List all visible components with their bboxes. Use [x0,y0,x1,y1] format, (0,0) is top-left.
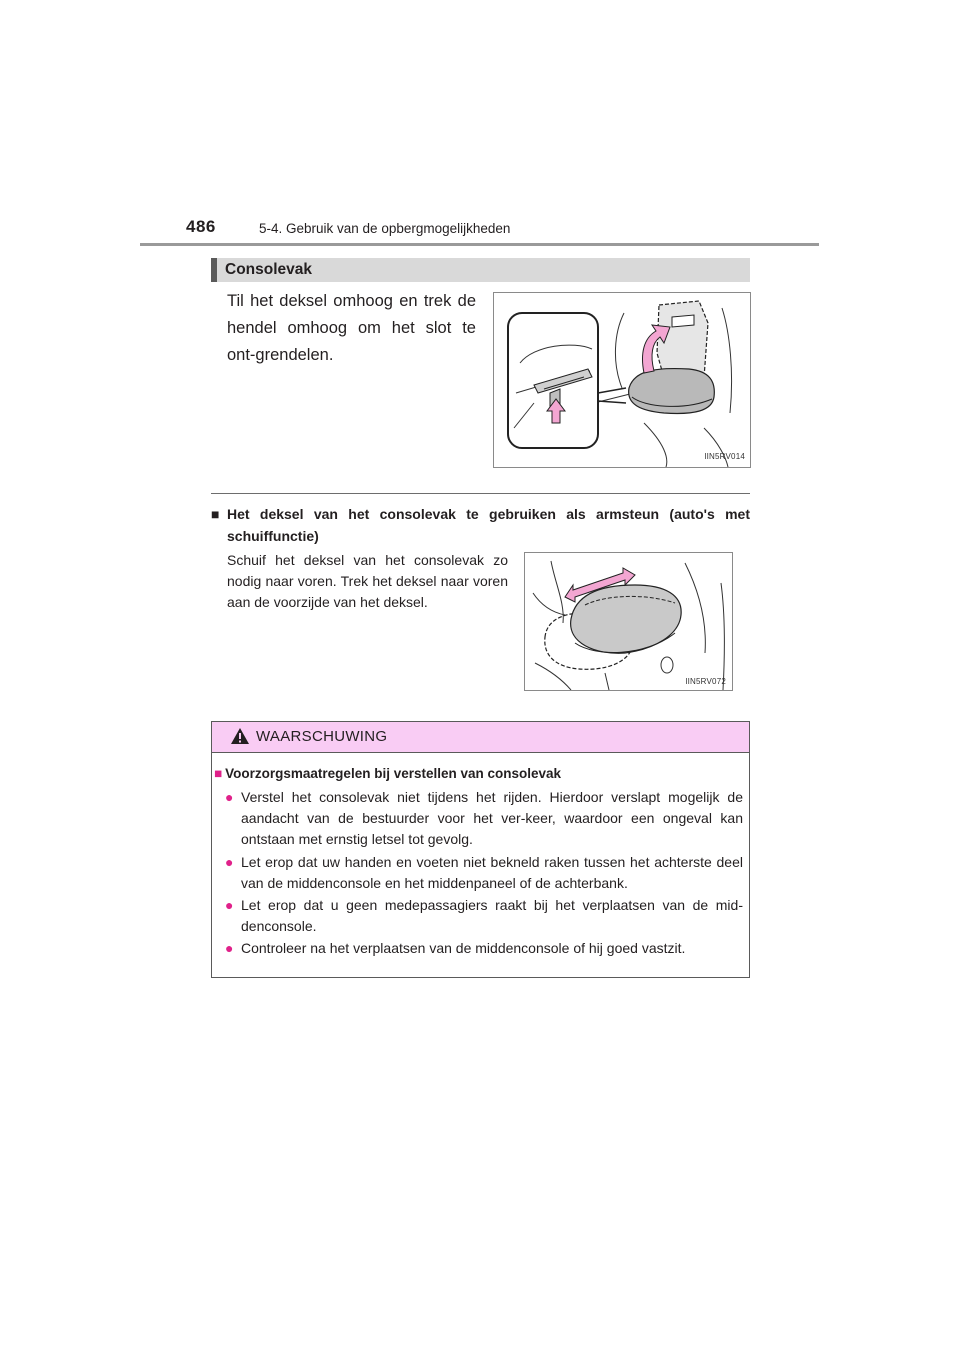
warning-subheading-text: Voorzorgsmaatregelen bij verstellen van consolevak [225,766,562,781]
subsection-heading-text: Het deksel van het consolevak te gebruiken als armsteun (auto's met schuiffunctie) [227,506,750,544]
warning-bullet [225,787,743,850]
warning-bullet [225,895,743,937]
figure-code: IIN5RV014 [704,452,745,461]
section-heading-marker [211,258,217,282]
warning-bullet [225,852,743,894]
warning-bullet [225,938,743,959]
subsection-heading [211,503,750,547]
warning-bullet-text: Let erop dat u geen medepassagiers raakt bij het verplaatsen van de mid-denconsole. [241,897,743,934]
bullet-icon: ● [225,854,234,870]
bullet-icon: ● [225,897,234,913]
intro-paragraph: Til het deksel omhoog en trek de hendel omhoog om het slot te ont-grendelen. [227,292,476,364]
page-number: 486 [186,217,216,236]
figure-console-unlock [493,292,751,468]
subsection-body: Schuif het deksel van het consolevak zo nodig naar voren. Trek het deksel naar voren aan de voorzijde van het deksel. [227,552,508,610]
figure-code: IIN5RV072 [685,677,726,686]
warning-box [211,721,750,978]
figure-armrest-slide [524,552,733,691]
section-divider [211,493,750,494]
chapter-title: 5-4. Gebruik van de opbergmogelijkheden [259,221,511,236]
warning-bullet-text: Verstel het consolevak niet tijdens het rijden. Hierdoor verslapt mogelijk de aandacht van de bestuurder voor het ver-keer, waardoor een ongeval kan ontstaan met ernstig letsel tot gevolg. [241,789,743,847]
warning-bullet-text: Let erop dat uw handen en voeten niet bekneld raken tussen het achterste deel van de middenconsole en het middenpaneel of de achterbank. [241,854,743,891]
warning-triangle-icon [230,727,250,745]
section-title: Consolevak [225,261,313,278]
warning-subheading [214,766,561,781]
warning-bullet-text: Controleer na het verplaatsen van de middenconsole of hij goed vastzit. [241,940,686,956]
header-rule [140,243,819,246]
square-marker-icon: ■ [211,506,220,522]
armrest-slide-illustration [525,553,732,690]
bullet-icon: ● [225,940,234,956]
section-heading-bar [211,258,750,282]
square-marker-icon: ■ [214,766,223,781]
console-unlock-illustration [494,293,750,467]
warning-title: WAARSCHUWING [256,728,388,745]
bullet-icon: ● [225,789,234,805]
warning-header [212,722,749,753]
